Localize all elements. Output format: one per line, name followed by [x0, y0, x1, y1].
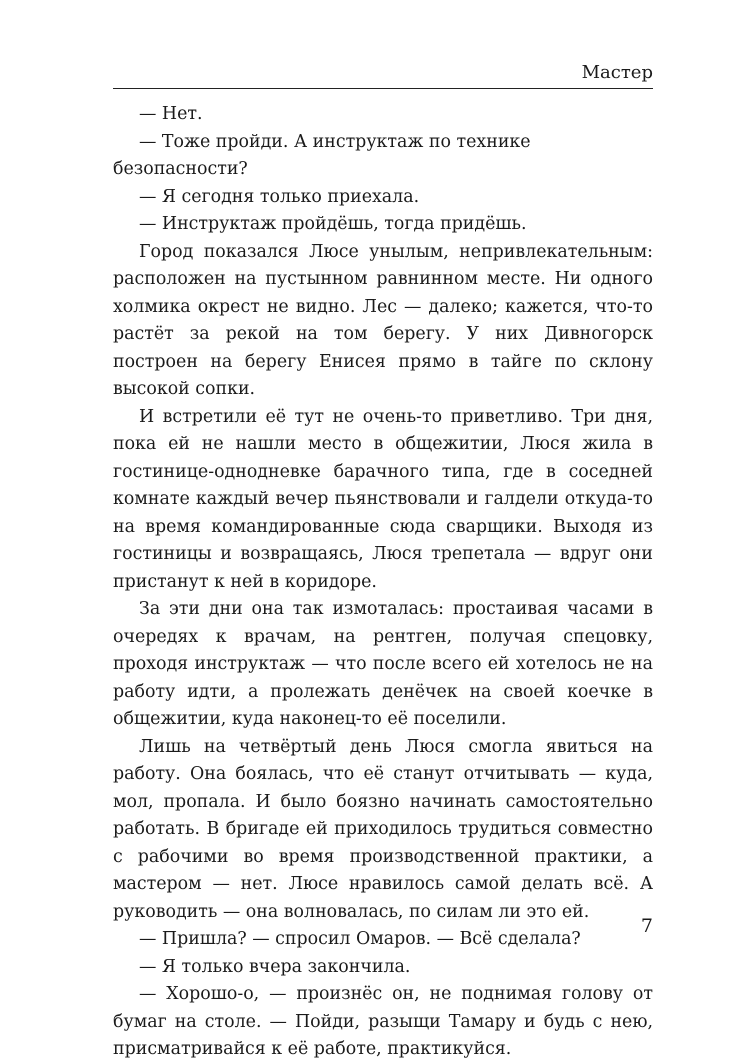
body-text — [113, 101, 653, 1064]
paragraph: — Хорошо-о, — произнёс он, не поднимая голову от бумаг на столе. — Пойди, разыщи Тамару и будь с нею, присматривайся к её работе, практикуйся. — [113, 984, 653, 1059]
paragraph: За эти дни она так измоталась: простаивая часами в очередях к врачам, на рентген, получая спецовку, проходя инструктаж — что после всего ей хотелось не на работу идти, а пролежать денёчек на своей коечке в общежитии, куда наконец-то её поселили. — [113, 599, 653, 729]
paragraph: — Тоже пройди. А инструктаж по технике безопасности? — [113, 131, 531, 179]
paragraph: Город показался Люсе унылым, непривлекательным: расположен на пустынном равнинном месте. Ни одного холмика окрест не видно. Лес — далеко; кажется, что-то растёт за рекой на том берегу. У них Дивногорск построен на берегу Енисея прямо в тайге по склону высокой сопки. — [113, 241, 653, 399]
running-head: Мастер — [581, 62, 653, 83]
paragraph: — Нет. — [139, 104, 203, 124]
header-rule — [113, 88, 653, 89]
paragraph: — Я только вчера закончила. — [139, 956, 411, 977]
paragraph: — Я сегодня только приехала. — [139, 186, 420, 207]
paragraph: Лишь на четвёртый день Люся смогла явиться на работу. Она боялась, что её станут отчитывать — куда, мол, пропала. И было боязно начинать самостоятельно работать. В бригаде ей приходилось трудиться совместно с рабочими во время производственной практики, а мастером — нет. Люсе нравилось самой делать всё. А руководить — она волновалась, по силам ли это ей. — [113, 736, 653, 922]
paragraph: — Инструктаж пройдёшь, тогда придёшь. — [139, 214, 527, 234]
paragraph: И встретили её тут не очень-то приветливо. Три дня, пока ей не нашли место в общежитии, Люся жила в гостинице-однодневке барачного типа, где в соседней комнате каждый вечер пьянствовали и галдели откуда-то на время командированные сюда сварщики. Выходя из гостиницы и возвращаясь, Люся трепетала — вдруг они пристанут к ней в коридоре. — [113, 406, 653, 592]
paragraph: — Пришла? — спросил Омаров. — Всё сделала? — [139, 929, 581, 949]
page-number: 7 — [640, 915, 653, 937]
